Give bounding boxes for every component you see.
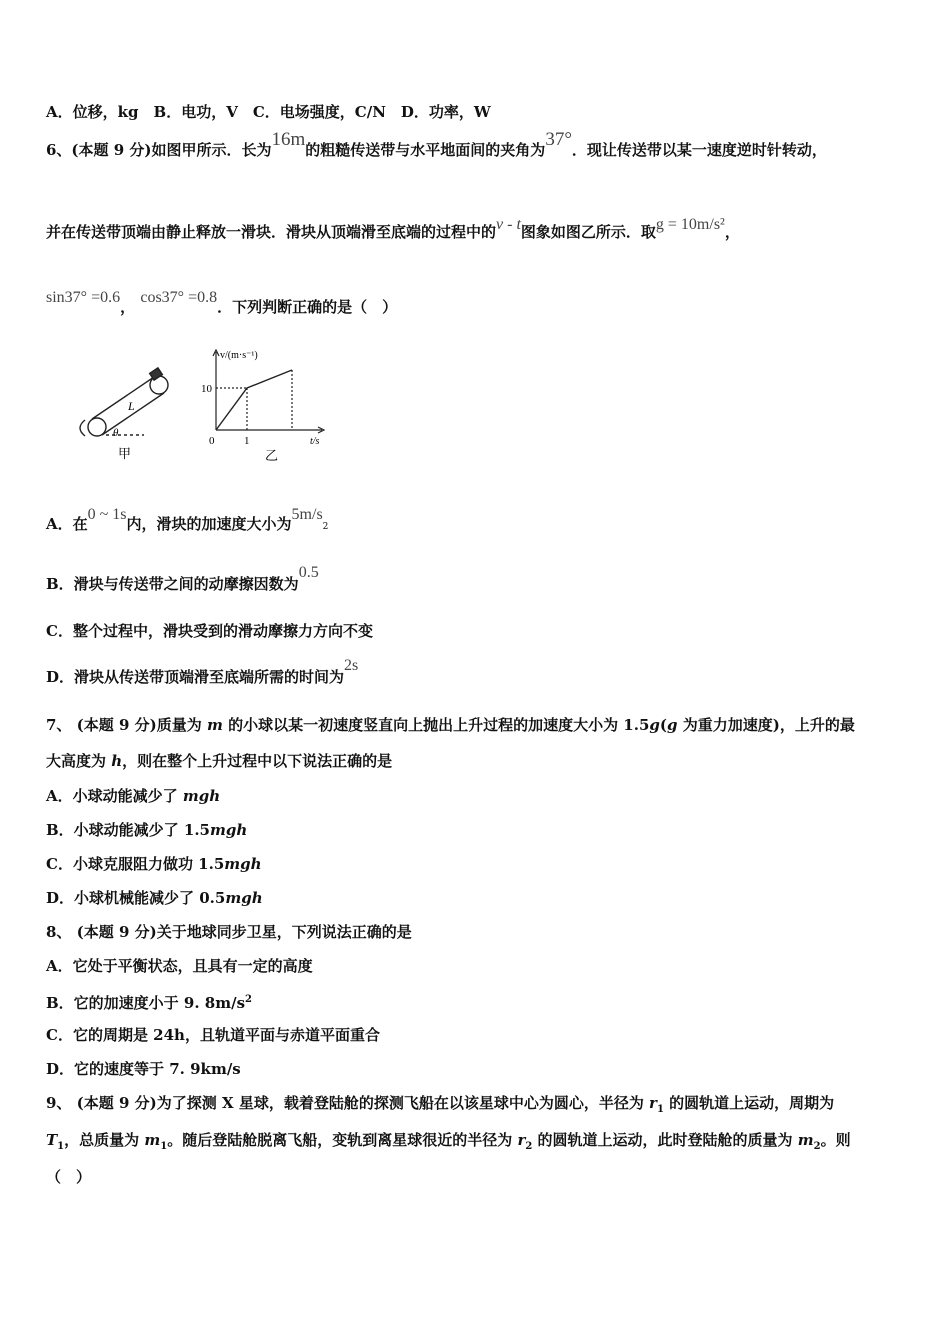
time-value: 2s	[344, 657, 359, 674]
vt-label: v - t	[496, 216, 521, 233]
yi-caption: 乙	[265, 449, 279, 464]
q7-stem-line2: 大高度为 h，则在整个上升过程中以下说法正确的是	[46, 752, 393, 770]
q6-stem-line2: 并在传送带顶端由静止释放一滑块．滑块从顶端滑至底端的过程中的v - t图象如图乙所示．取g = 10m/s²，	[46, 216, 740, 241]
sin-value: sin37° =0.6	[46, 289, 121, 306]
q6-stem-line1: 6、(本题 9 分)如图甲所示．长为16m的粗糙传送带与水平地面间的夹角为37°．现让传送带以某一速度逆时针转动，	[46, 129, 827, 159]
q9-stem-line2: $T_1$，总质量为 $m_1$。随后登陆舱脱离飞船，变轨到离星球很近的半径为 $r_2$ 的圆轨道上运动，此时登陆舱的质量为 $m_2$。则	[46, 1131, 851, 1152]
jia-caption: 甲	[118, 447, 132, 462]
q9-stem-line1: 9、 (本题 9 分)为了探测 X 星球，载着登陆舱的探测飞船在以该星球中心为圆心，半径为 $r_1$ 的圆轨道上运动，周期为	[46, 1094, 835, 1115]
angle-value: 37°	[545, 129, 572, 150]
q8-option-c: C．它的周期是 24h，且轨道平面与赤道平面重合	[46, 1026, 380, 1044]
q6-figure	[60, 340, 350, 470]
q7-option-a: A．小球动能减少了 mgh	[46, 787, 221, 805]
x-tick-1: 1	[244, 435, 250, 447]
q8-option-a: A．它处于平衡状态，且具有一定的高度	[46, 957, 313, 975]
conveyor-figure	[80, 368, 168, 436]
q5-options: A．位移，kg B．电功，V C．电场强度，C/N D．功率，W	[46, 103, 491, 121]
q6-option-a: A．在0 ~ 1s内，滑块的加速度大小为5m/s2	[46, 506, 329, 533]
accel-value: 5m/s	[291, 506, 323, 523]
q7-option-b: B．小球动能减少了 1.5mgh	[46, 821, 248, 839]
q8-option-d: D．它的速度等于 7. 9km/s	[46, 1060, 241, 1078]
g-value: g = 10m/s²	[655, 216, 725, 233]
vt-graph	[213, 350, 324, 433]
q7-option-c: C．小球克服阻力做功 1.5mgh	[46, 855, 262, 873]
q6-stem-line3: sin37° =0.6， cos37° =0.8．下列判断正确的是（ ）	[46, 289, 398, 316]
q9-stem-line3: （ ）	[46, 1168, 92, 1186]
length-value: 16m	[271, 129, 306, 150]
time-range: 0 ~ 1s	[87, 506, 127, 523]
cos-value: cos37° =0.8	[140, 289, 218, 306]
L-label: L	[128, 399, 135, 413]
y-tick-10: 10	[201, 383, 212, 395]
q7-stem-line1: 7、 (本题 9 分)质量为 m 的小球以某一初速度竖直向上抛出上升过程的加速度大小为 1.5g(g 为重力加速度)，上升的最	[46, 716, 855, 734]
q7-option-d: D．小球机械能减少了 0.5mgh	[46, 889, 263, 907]
q6-option-b: B．滑块与传送带之间的动摩擦因数为0.5	[46, 564, 319, 593]
y-axis-label: v/(m·s⁻¹)	[220, 350, 258, 361]
q8-stem: 8、 (本题 9 分)关于地球同步卫星，下列说法正确的是	[46, 923, 412, 941]
x-axis-label: t/s	[310, 436, 320, 447]
q6-option-c: C．整个过程中，滑块受到的滑动摩擦力方向不变	[46, 622, 373, 640]
q6-option-d: D．滑块从传送带顶端滑至底端所需的时间为2s	[46, 657, 359, 686]
q8-option-b: B．它的加速度小于 9. $8m/s^2$	[46, 994, 252, 1012]
mu-value: 0.5	[298, 564, 319, 581]
origin-label: 0	[209, 435, 215, 447]
theta-label: θ	[113, 427, 119, 439]
